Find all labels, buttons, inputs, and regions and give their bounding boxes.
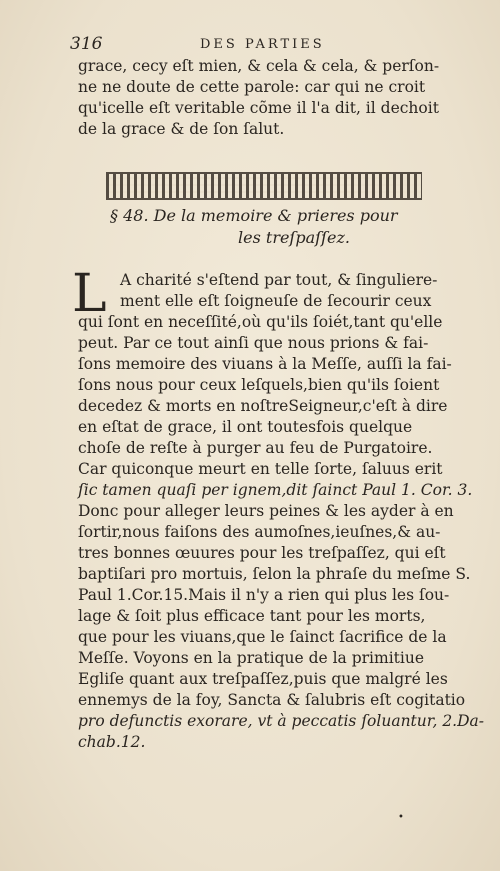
text-line: chab.12. [78, 733, 146, 751]
text-line: ment elle eſt ſoigneuſe de ſecourir ceux [120, 292, 432, 310]
text-line: ſic tamen quaſi per ignem,dit ſainct Paul 1. Cor. 3. [78, 481, 473, 499]
page-mark: • [398, 812, 404, 823]
page-number: 316 [70, 34, 103, 54]
drop-initial: L [72, 264, 107, 324]
text-line: qui ſont en neceſſité,où qu'ils ſoiét,tant qu'elle [78, 313, 443, 331]
text-line: Paul 1.Cor.15.Mais il n'y a rien qui plus les ſou- [78, 586, 450, 604]
page-header [70, 34, 450, 54]
section-heading: § 48. De la memoire & prieres pour [110, 206, 398, 225]
text-line: ne ne doute de cette parole: car qui ne croit [78, 78, 426, 96]
section-heading-continued: les treſpaſſez. [238, 228, 350, 247]
decorative-band [106, 172, 422, 200]
text-line: qu'icelle eſt veritable cõme il l'a dit, il dechoit [78, 99, 439, 117]
text-line: ſons nous pour ceux leſquels,bien qu'ils ſoient [78, 376, 440, 394]
text-line: Egliſe quant aux treſpaſſez,puis que malgré les [78, 670, 448, 688]
text-line: pro defunctis exorare, vt à peccatis ſoluantur, 2.Da- [78, 712, 485, 730]
text-line: de la grace & de ſon ſalut. [78, 120, 285, 138]
text-line: tres bonnes œuures pour les treſpaſſez, qui eſt [78, 544, 446, 562]
text-line: Donc pour alleger leurs peines & les ayder à en [78, 502, 454, 520]
text-line: ſortir,nous faiſons des aumoſnes,ieuſnes,& au- [78, 523, 441, 541]
text-line: que pour les viuans,que le ſainct ſacrifice de la [78, 628, 447, 646]
text-line: choſe de reſte à purger au feu de Purgatoire. [78, 439, 433, 457]
text-line: baptiſari pro mortuis, ſelon la phraſe du meſme S. [78, 565, 471, 583]
text-line: lage & ſoit plus efficace tant pour les morts, [78, 607, 426, 625]
text-line: ſons memoire des viuans à la Meſſe, auſſi la fai- [78, 355, 452, 373]
text-line: Car quiconque meurt en telle ſorte, ſaluus erit [78, 460, 443, 478]
text-line: A charité s'eſtend par tout, & ſinguliere- [120, 271, 438, 289]
text-line: peut. Par ce tout ainſi que nous prions & fai- [78, 334, 429, 352]
text-line: ennemys de la foy, Sancta & ſalubris eſt cogitatio [78, 691, 466, 709]
text-line: en eſtat de grace, il ont toutesfois quelque [78, 418, 413, 436]
text-line: grace, ceсy eſt mien, & cela & cela, & perſon- [78, 57, 440, 75]
running-head: DES PARTIES [200, 37, 325, 52]
text-line: decedez & morts en noſtreSeigneur,c'eſt à dire [78, 397, 448, 415]
text-line: Meſſe. Voyons en la pratique de la primitiue [78, 649, 425, 667]
